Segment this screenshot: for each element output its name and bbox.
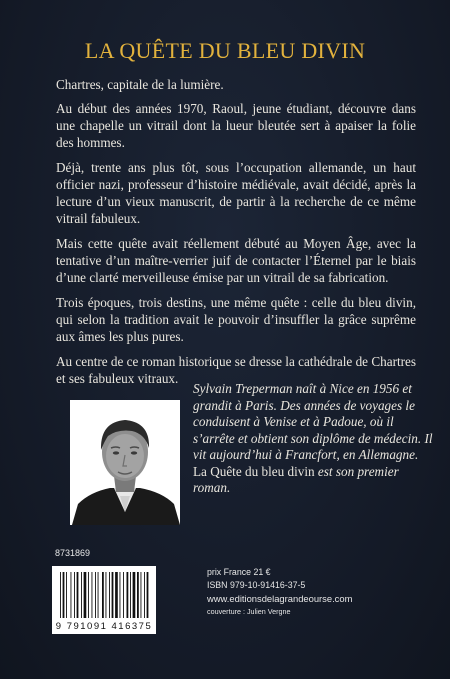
cover-credit: couverture : Julien Vergne [207, 607, 291, 616]
synopsis [56, 76, 416, 395]
author-bio-outro: est son premier roman. [193, 463, 399, 495]
barcode [52, 566, 156, 634]
author-bio-intro: Sylvain Treperman naît à Nice en 1956 et grandit à Paris. Des années de voyages le conduisent à Venise et à Padoue, où il s’arrête et obtient son diplôme de médecin. Il vit aujourd’hui à Francfort, en Allemagne. [193, 381, 433, 462]
synopsis-paragraph-2: Au début des années 1970, Raoul, jeune étudiant, découvre dans une chapelle un vitrail dont la lueur bleutée sert à apaiser la folie des hommes. [56, 101, 416, 150]
isbn: ISBN 979-10-91416-37-5 [207, 580, 306, 590]
publisher-info [207, 566, 427, 618]
price: prix France 21 € [207, 567, 271, 577]
barcode-bars [52, 566, 156, 622]
book-title: LA QUÊTE DU BLEU DIVIN [84, 38, 366, 63]
synopsis-paragraph-6: Au centre de ce roman historique se dresse la cathédrale de Chartres et ses fabuleux vitraux. [56, 354, 416, 386]
synopsis-paragraph-4: Mais cette quête avait réellement débuté au Moyen Âge, avec la tentative d’un maître-verrier juif de contacter l’Éternel par le biais d’une clarté merveilleuse émise par un vitrail de sa fabrication. [56, 236, 416, 285]
author-bio [193, 381, 433, 497]
product-code: 8731869 [55, 548, 91, 558]
synopsis-paragraph-3: Déjà, trente ans plus tôt, sous l’occupation allemande, un haut officier nazi, professeur d’histoire médiévale, avait décidé, après la lecture d’un vieux manuscrit, de partir à la recherche de ce même vitrail fabuleux. [56, 160, 416, 226]
synopsis-paragraph-5: Trois époques, trois destins, une même quête : celle du bleu divin, qui selon la tradition avait le pouvoir d’insuffler la grâce suprême aux âmes les plus pures. [56, 295, 416, 344]
author-photo [70, 400, 180, 525]
barcode-number: 9 791091 416375 [55, 621, 153, 632]
author-bio-book-title: La Quête du bleu divin [193, 463, 315, 479]
synopsis-paragraph-1: Chartres, capitale de la lumière. [56, 77, 224, 92]
publisher-website: www.editionsdelagrandeourse.com [207, 593, 353, 604]
